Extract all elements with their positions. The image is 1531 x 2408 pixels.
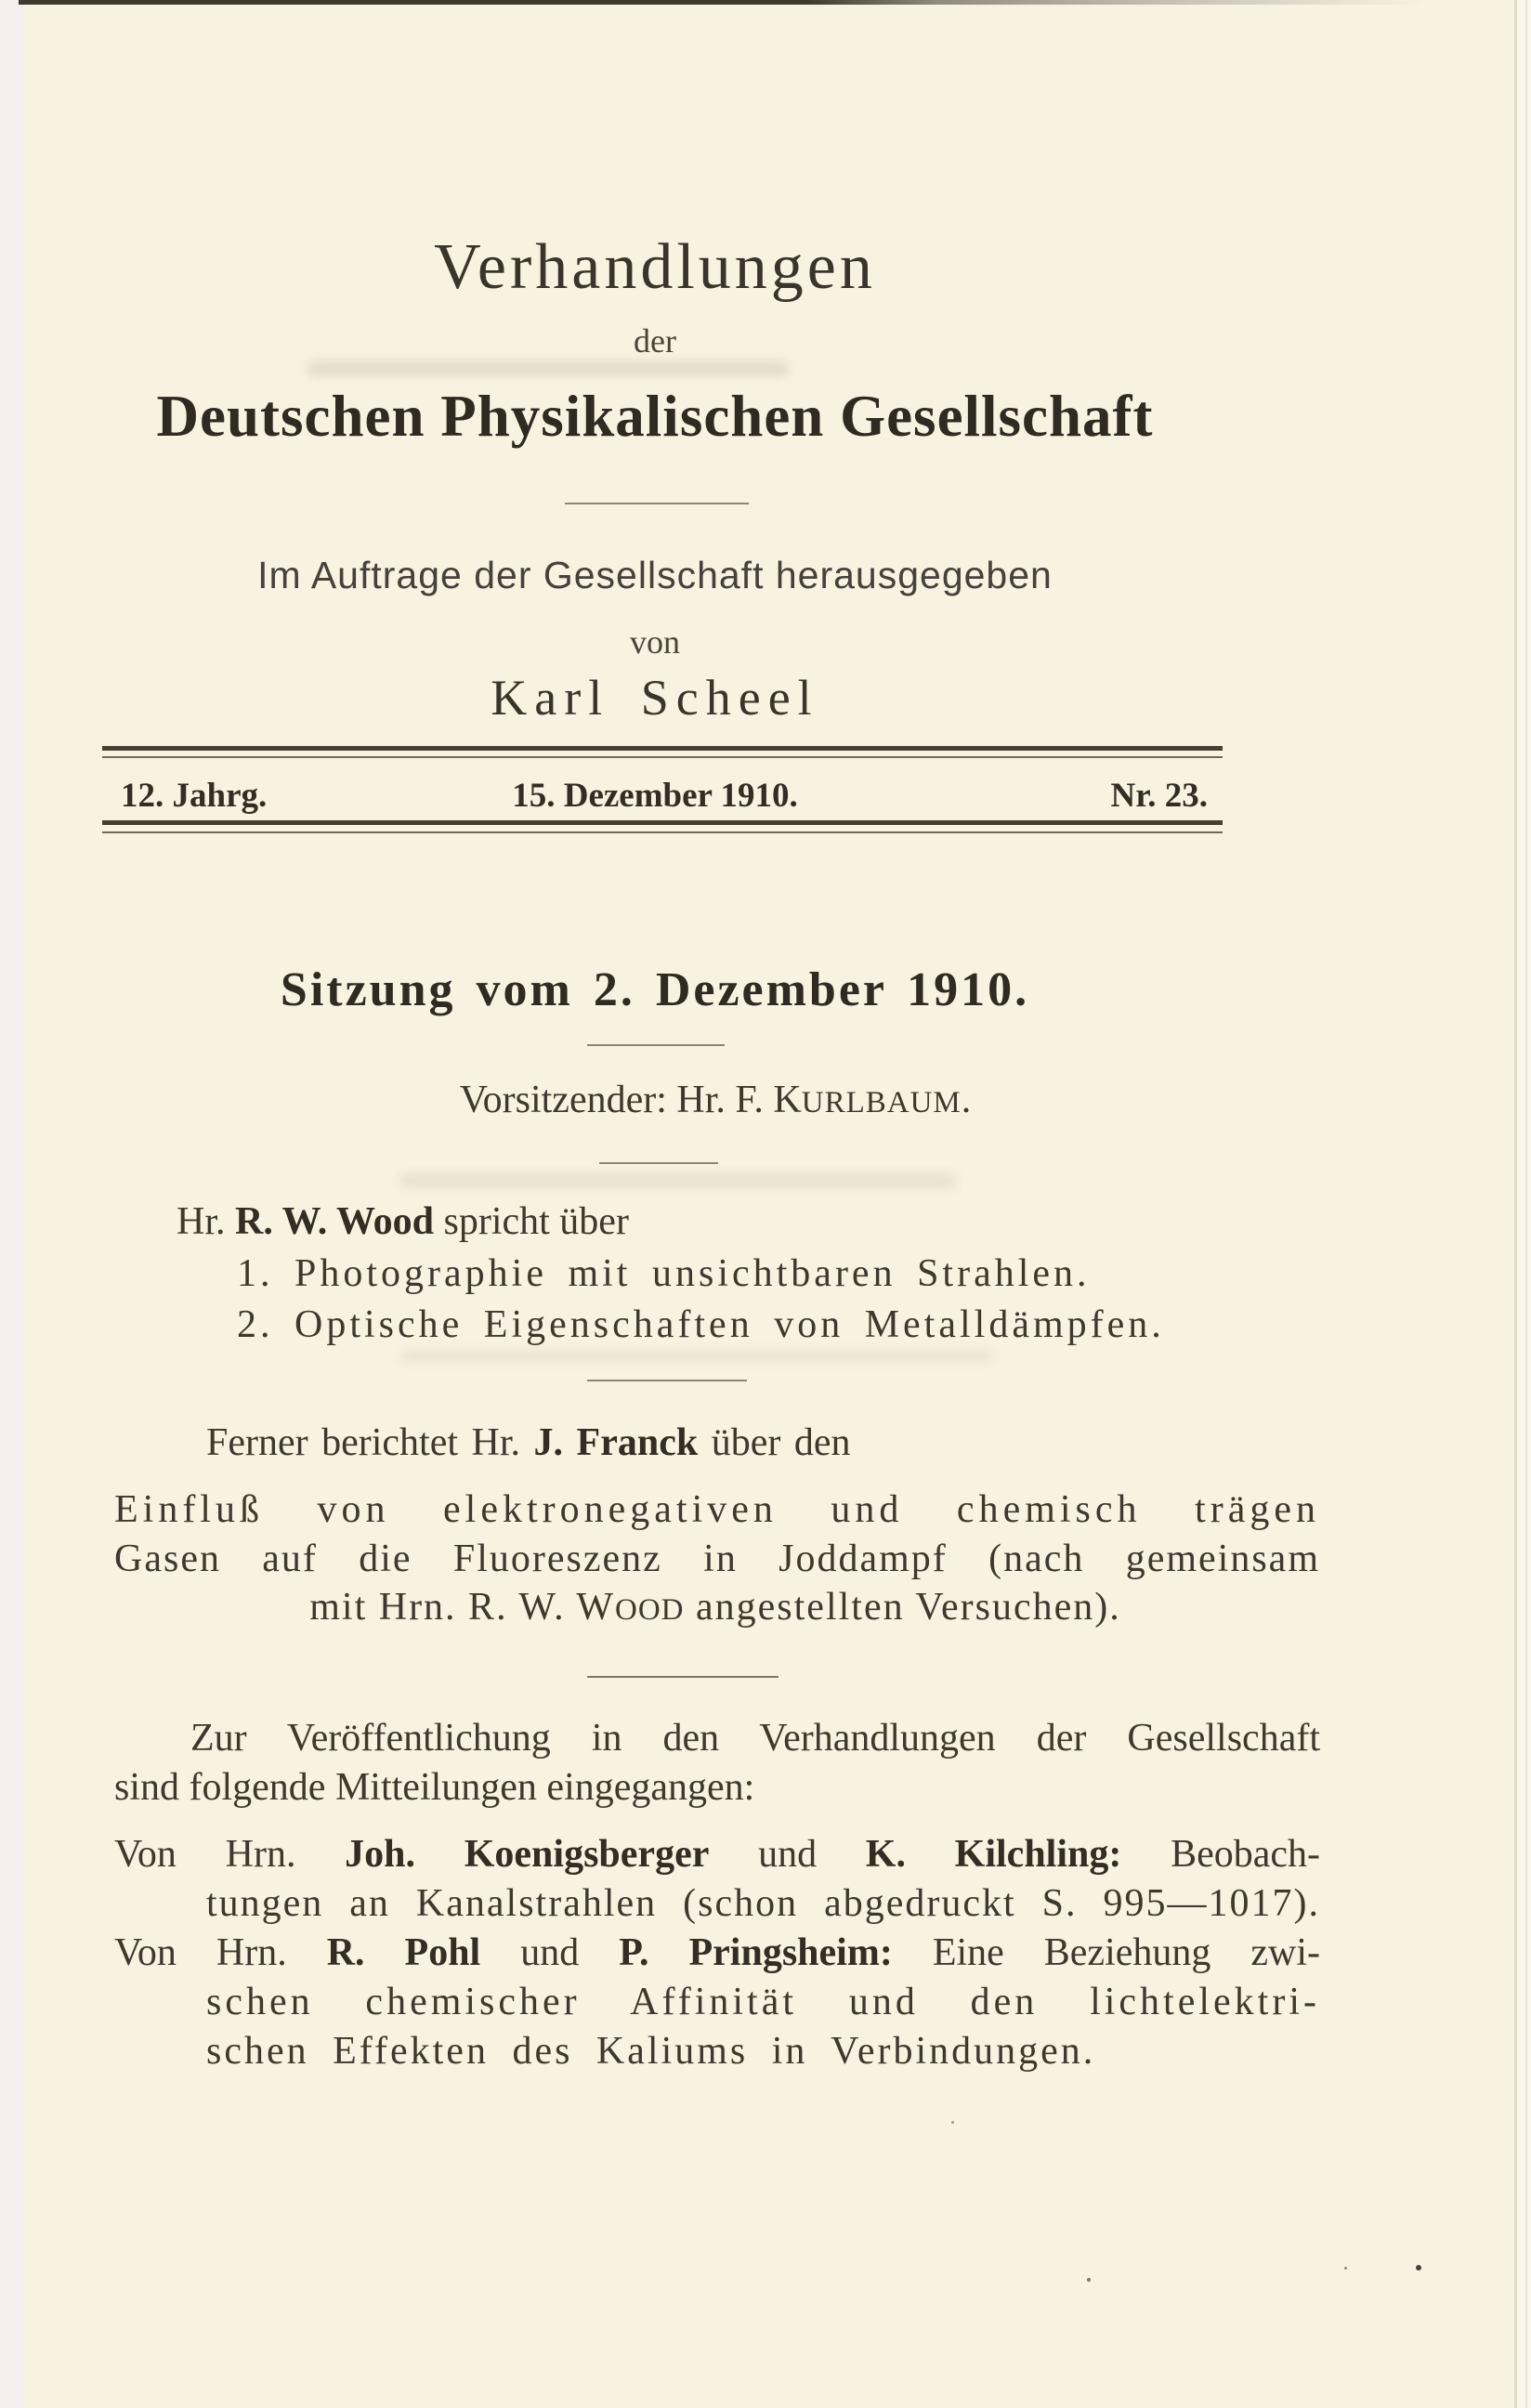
submission-entry-2-line1 bbox=[114, 1930, 1320, 1975]
chair-name-smallcaps: URLBAUM bbox=[801, 1086, 962, 1119]
issue-bar-rule-top-thin bbox=[102, 756, 1223, 758]
journal-title: Verhandlungen bbox=[434, 231, 876, 303]
show-through-smudge bbox=[399, 1349, 994, 1364]
submissions-intro-line2: sind folgende Mitteilungen eingegangen: bbox=[114, 1766, 755, 1809]
show-through-smudge bbox=[307, 360, 790, 377]
franck-line4-post: angestellten Versuchen). bbox=[684, 1586, 1121, 1629]
paper-speck bbox=[1344, 2267, 1347, 2270]
divider-rule bbox=[587, 1380, 747, 1381]
issue-number: Nr. 23. bbox=[1110, 777, 1208, 815]
wood-name-smallcaps: OOD bbox=[615, 1593, 685, 1627]
wood-intro-pre: Hr. bbox=[177, 1200, 235, 1243]
author-pringsheim: P. Pringsheim: bbox=[619, 1931, 893, 1974]
submission-entry-2-line3: schen Effekten des Kaliums in Verbindungen. bbox=[206, 2030, 1096, 2073]
entry1-pre: Von Hrn. bbox=[114, 1833, 346, 1876]
scan-left-edge bbox=[0, 0, 24, 2408]
wood-talk-intro bbox=[177, 1199, 629, 1244]
franck-line1-pre: Ferner berichtet Hr. bbox=[206, 1421, 534, 1464]
scan-right-edge-line2 bbox=[1525, 0, 1527, 2408]
paper-speck bbox=[1416, 2265, 1421, 2271]
talk-item-2: 2. Optische Eigenschaften von Metalldämpfen. bbox=[237, 1303, 1165, 1346]
submission-entry-1-line2: tungen an Kanalstrahlen (schon abgedruckt S. 995—1017). bbox=[206, 1882, 1320, 1925]
speaker-name-franck: J. Franck bbox=[533, 1421, 699, 1464]
editor-name: Karl Scheel bbox=[491, 670, 819, 726]
franck-report-line2: Einfluß von elektronegativen und chemisch trägen bbox=[114, 1488, 1320, 1531]
franck-report-line4 bbox=[111, 1585, 1319, 1629]
chair-line-period: . bbox=[961, 1079, 972, 1121]
scan-top-edge bbox=[19, 0, 1454, 5]
issue-bar-rule-bottom-thin bbox=[102, 831, 1223, 833]
entry1-post: Beobach- bbox=[1121, 1833, 1321, 1876]
scan-right-edge-line bbox=[1514, 0, 1517, 2408]
show-through-smudge bbox=[399, 1172, 957, 1189]
submission-entry-2-line2: schen chemischer Affinität und den lichtelektri- bbox=[206, 1981, 1320, 2023]
paper-speck bbox=[951, 2121, 954, 2124]
chair-text: Vorsitzender: Hr. F. bbox=[459, 1079, 774, 1121]
divider-rule bbox=[599, 1162, 718, 1164]
franck-line1-post: über den bbox=[698, 1421, 851, 1464]
author-pohl: R. Pohl bbox=[326, 1931, 481, 1974]
speaker-name-wood: R. W. Wood bbox=[235, 1200, 434, 1243]
entry2-mid: und bbox=[480, 1931, 620, 1974]
entry1-mid: und bbox=[709, 1833, 866, 1876]
journal-society-title: Deutschen Physikalischen Gesellschaft bbox=[156, 384, 1154, 449]
chair-name-initial: K bbox=[773, 1079, 802, 1121]
divider-rule bbox=[587, 1044, 725, 1046]
submissions-intro-line1: Zur Veröffentlichung in den Verhandlungen der Gesellschaft bbox=[190, 1717, 1320, 1760]
paper-speck bbox=[1087, 2278, 1091, 2282]
author-koenigsberger: Joh. Koenigsberger bbox=[345, 1833, 710, 1876]
wood-intro-post: spricht über bbox=[434, 1200, 629, 1243]
journal-title-der: der bbox=[634, 322, 676, 360]
issue-bar-rule-bottom-thick bbox=[102, 820, 1223, 825]
author-kilchling: K. Kilchling: bbox=[865, 1833, 1122, 1876]
franck-report-line3: Gasen auf die Fluoreszenz in Joddampf (nach gemeinsam bbox=[114, 1538, 1320, 1580]
session-chair-line bbox=[111, 1078, 1319, 1122]
issue-bar-rule-top-thick bbox=[102, 746, 1223, 751]
imprint-line: Im Auftrage der Gesellschaft herausgegeben bbox=[257, 554, 1053, 596]
masthead-divider-rule bbox=[565, 503, 749, 504]
talk-item-1: 1. Photographie mit unsichtbaren Strahlen. bbox=[237, 1252, 1091, 1295]
issue-date: 15. Dezember 1910. bbox=[512, 777, 798, 815]
issue-volume: 12. Jahrg. bbox=[121, 777, 268, 815]
session-heading: Sitzung vom 2. Dezember 1910. bbox=[280, 963, 1030, 1016]
entry2-pre: Von Hrn. bbox=[114, 1931, 327, 1974]
entry2-post: Eine Beziehung zwi- bbox=[892, 1931, 1321, 1974]
divider-rule bbox=[587, 1676, 779, 1678]
wood-name-initial: W bbox=[576, 1586, 615, 1629]
franck-line4-pre: mit Hrn. R. W. bbox=[309, 1586, 577, 1629]
franck-report-line1 bbox=[206, 1420, 850, 1465]
scan-right-edge-paper bbox=[1517, 0, 1531, 2408]
imprint-von: von bbox=[630, 623, 680, 661]
submission-entry-1-line1 bbox=[114, 1832, 1320, 1877]
